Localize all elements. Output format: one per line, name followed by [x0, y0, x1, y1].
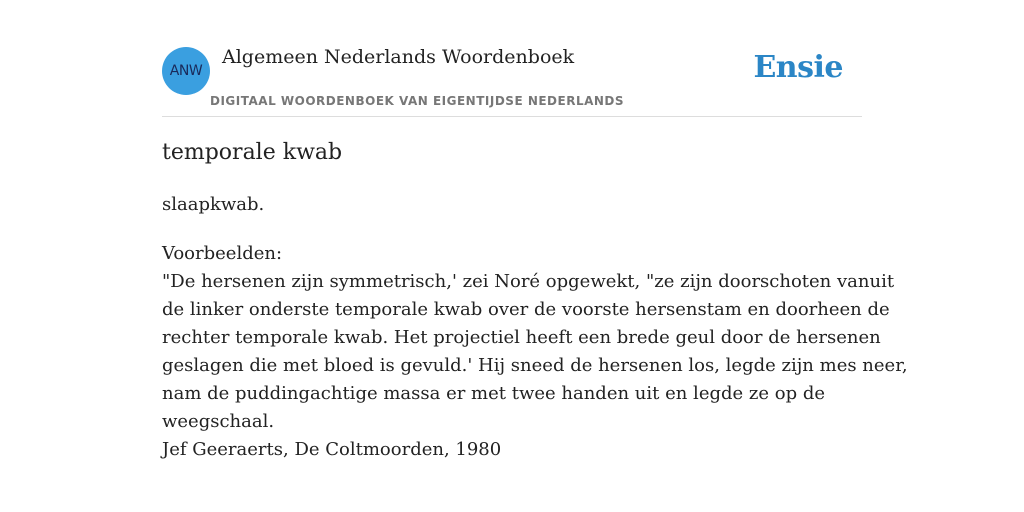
anw-logo[interactable] [162, 47, 210, 95]
site-subtitle: DIGITAAL WOORDENBOEK VAN EIGENTIJDSE NEDERLANDS [210, 94, 625, 108]
example-source: Jef Geeraerts, De Coltmoorden, 1980 [162, 439, 502, 460]
example-line: rechter temporale kwab. Het projectiel heeft een brede geul door de hersenen [162, 327, 881, 348]
examples-block [162, 240, 908, 464]
site-title[interactable]: Algemeen Nederlands Woordenboek [222, 46, 575, 68]
example-line: de linker onderste temporale kwab over de voorste hersenstam en doorheen de [162, 299, 890, 320]
page [162, 0, 908, 512]
ensie-brand-logo[interactable]: Ensie [753, 50, 843, 85]
example-line: geslagen die met bloed is gevuld.' Hij sneed de hersenen los, legde zijn mes neer, [162, 355, 908, 376]
header [162, 0, 862, 117]
example-line: weegschaal. [162, 411, 275, 432]
example-line: "De hersenen zijn symmetrisch,' zei Noré opgewekt, "ze zijn doorschoten vanuit [162, 271, 895, 292]
example-line: nam de puddingachtige massa er met twee handen uit en legde ze op de [162, 383, 826, 404]
entry-definition: slaapkwab. [162, 194, 265, 215]
examples-label: Voorbeelden: [162, 243, 283, 264]
logo-text: ANW [169, 63, 203, 79]
entry-title: temporale kwab [162, 140, 343, 165]
